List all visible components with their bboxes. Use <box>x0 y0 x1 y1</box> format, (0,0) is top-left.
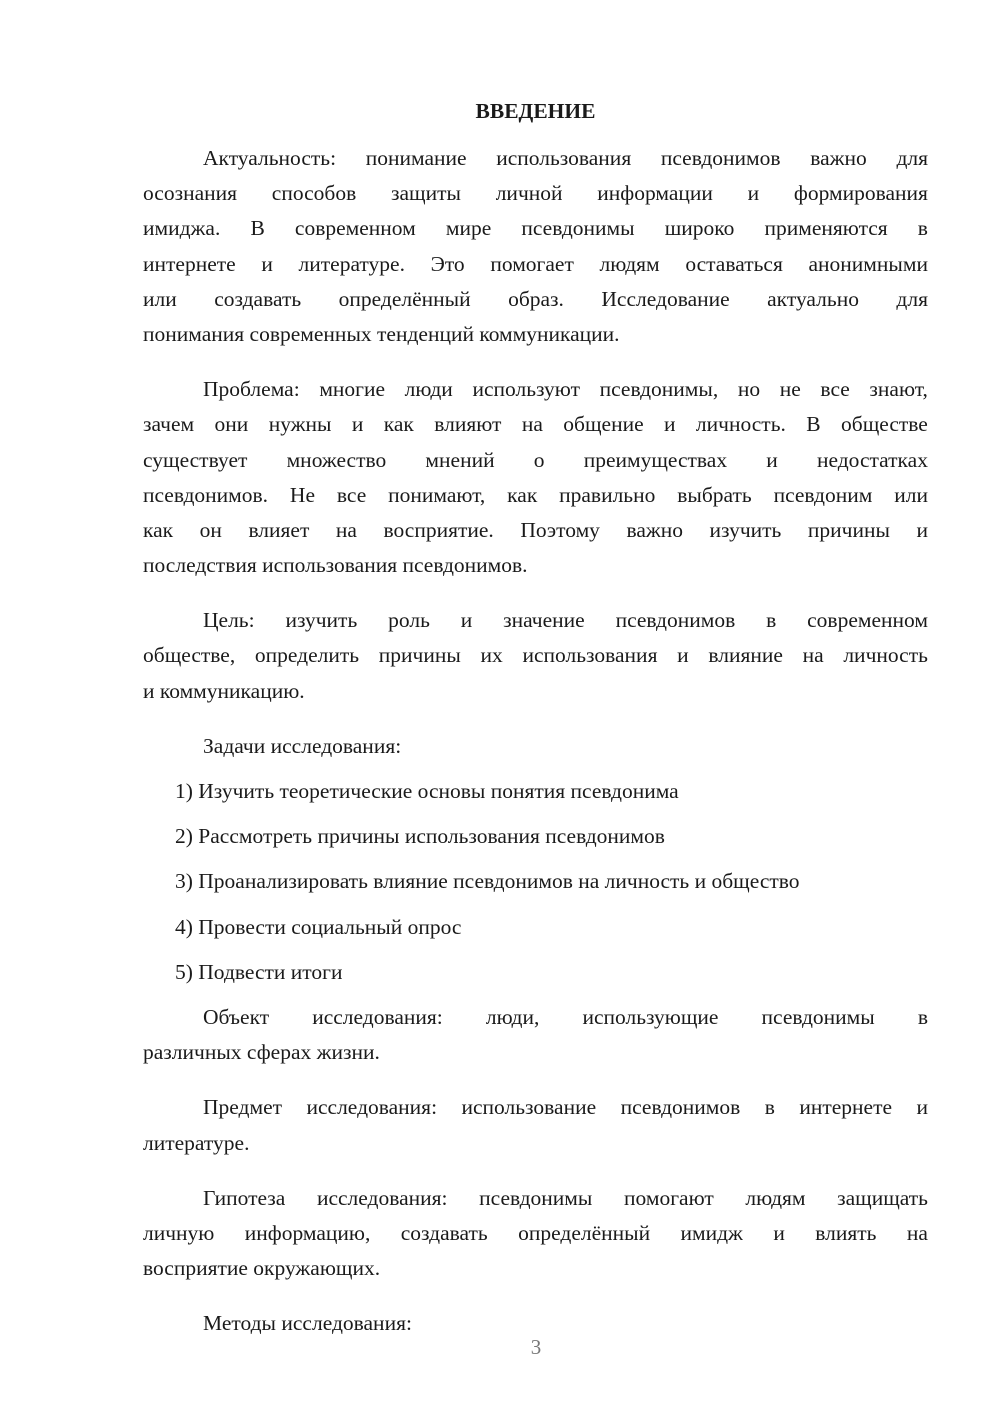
word: псевдонимы <box>761 1004 875 1029</box>
text-line <box>143 1090 928 1125</box>
word: и <box>747 181 760 206</box>
text-line <box>143 478 928 513</box>
word: мнений <box>425 447 495 472</box>
word: формирования <box>793 181 928 206</box>
word: псевдонимов <box>620 1095 741 1120</box>
tasks-list <box>143 774 928 990</box>
word: и <box>664 412 676 437</box>
task-item: 3) Проанализировать влияние псевдонимов на личность и общество <box>175 869 800 894</box>
tasks-heading: Задачи исследования: <box>203 733 402 758</box>
word: влияние <box>708 643 783 668</box>
word: помогает <box>490 251 574 276</box>
word: способов <box>271 181 357 206</box>
word: имидж <box>680 1220 743 1245</box>
text-line <box>143 141 928 176</box>
word: псевдоним <box>773 482 873 507</box>
word: использование <box>461 1095 597 1120</box>
word: причины <box>378 643 461 668</box>
text-line <box>143 176 928 211</box>
word: многие <box>319 377 386 402</box>
paragraph-object <box>143 1000 928 1070</box>
word: информации <box>597 181 713 206</box>
methods-heading: Методы исследования: <box>203 1311 412 1336</box>
word: личную <box>143 1220 215 1245</box>
word: на <box>521 412 543 437</box>
task-item: 4) Провести социальный опрос <box>175 914 462 939</box>
word: имиджа. <box>143 216 221 241</box>
word: Исследование <box>601 286 730 311</box>
word: псевдонимы <box>521 216 635 241</box>
text-line: различных сферах жизни. <box>143 1040 380 1065</box>
word: псевдонимы, <box>599 377 719 402</box>
word: применяются <box>764 216 888 241</box>
word: в <box>764 1095 775 1120</box>
word: исследования: <box>306 1095 438 1120</box>
word: личность <box>843 643 928 668</box>
word: используют <box>472 377 580 402</box>
word: изучить <box>709 517 782 542</box>
word: как <box>507 482 538 507</box>
text-line <box>143 282 928 317</box>
word: и <box>766 447 778 472</box>
word: В <box>250 216 265 241</box>
text-line <box>143 211 928 246</box>
word: обществе <box>841 412 928 437</box>
word: но <box>737 377 761 402</box>
word: их <box>480 643 503 668</box>
section-title <box>143 96 928 126</box>
text-line <box>143 603 928 638</box>
text-line <box>143 443 928 478</box>
word: в <box>766 608 777 633</box>
word: псевдонимы <box>479 1185 593 1210</box>
word: Актуальность: <box>203 146 337 170</box>
task-item: 1) Изучить теоретические основы понятия псевдонима <box>175 779 679 803</box>
word: и <box>916 1095 928 1120</box>
text-line: восприятие окружающих. <box>143 1256 381 1281</box>
word: Проблема: <box>203 377 300 402</box>
word: он <box>199 517 222 542</box>
page-number: 3 <box>530 1335 542 1359</box>
word: помогают <box>624 1185 714 1210</box>
word: исследования: <box>316 1185 448 1210</box>
word: существует <box>143 447 248 472</box>
word: людям <box>745 1185 806 1210</box>
word: влияют <box>434 412 502 437</box>
text-line <box>143 407 928 442</box>
word: определить <box>254 643 360 668</box>
word: или <box>143 286 177 311</box>
word: множество <box>286 447 387 472</box>
word: Не <box>289 482 315 507</box>
word: на <box>906 1220 928 1245</box>
word: в <box>917 1004 928 1029</box>
word: и <box>916 517 928 542</box>
word: личность. <box>695 412 786 437</box>
task-item: 5) Подвести итоги <box>175 959 343 984</box>
word: использования <box>522 643 658 668</box>
word: защиты <box>391 181 461 206</box>
word: людям <box>599 251 660 276</box>
word: важно <box>810 146 867 170</box>
word: как <box>143 517 174 542</box>
word: Цель: <box>203 608 255 633</box>
word: осознания <box>143 181 238 206</box>
word: использующие <box>582 1004 719 1029</box>
text-line <box>143 1216 928 1251</box>
word: причины <box>807 517 890 542</box>
word: выбрать <box>677 482 752 507</box>
title-text: ВВЕДЕНИЕ <box>475 99 596 123</box>
text-line <box>143 638 928 673</box>
word: и <box>773 1220 785 1245</box>
word: определённый <box>338 286 471 311</box>
word: оставаться <box>685 251 783 276</box>
word: Гипотеза <box>203 1185 286 1210</box>
word: актуально <box>767 286 859 311</box>
word: широко <box>664 216 735 241</box>
word: преимуществах <box>583 447 728 472</box>
text-line <box>143 247 928 282</box>
word: о <box>533 447 545 472</box>
word: псевдонимов. <box>143 482 269 507</box>
text-line: понимания современных тенденций коммуникации. <box>143 321 620 346</box>
word: образ. <box>508 286 564 311</box>
word: современном <box>807 608 928 633</box>
paragraph-hypothesis <box>143 1181 928 1287</box>
paragraph-relevance <box>143 141 928 352</box>
word: зачем <box>143 412 195 437</box>
word: интернете <box>799 1095 893 1120</box>
word: они <box>214 412 249 437</box>
text-line: литературе. <box>143 1130 250 1155</box>
paragraph-problem <box>143 372 928 583</box>
word: важно <box>626 517 683 542</box>
word: все <box>336 482 367 507</box>
word: псевдонимов <box>615 608 736 633</box>
word: и <box>351 412 364 437</box>
word: на <box>802 643 824 668</box>
page-content <box>143 96 928 1341</box>
word: в <box>917 216 928 241</box>
word: использования <box>496 146 632 170</box>
word: общение <box>563 412 644 437</box>
word: и <box>460 608 473 633</box>
word: правильно <box>559 482 656 507</box>
word: знают, <box>869 377 928 402</box>
word: влияет <box>248 517 310 542</box>
word: интернете <box>143 251 236 276</box>
word: Объект <box>203 1004 270 1029</box>
word: Предмет <box>203 1095 283 1120</box>
word: современном <box>294 216 416 241</box>
text-line <box>143 1181 928 1216</box>
word: изучить <box>285 608 358 633</box>
word: личной <box>495 181 563 206</box>
word: и <box>677 643 689 668</box>
word: литературе. <box>298 251 405 276</box>
text-line: и коммуникацию. <box>143 678 305 703</box>
word: понимание <box>365 146 467 170</box>
word: создавать <box>214 286 302 311</box>
word: значение <box>503 608 585 633</box>
word: для <box>896 146 928 170</box>
word: Поэтому <box>520 517 600 542</box>
word: и <box>261 251 273 276</box>
word: на <box>335 517 357 542</box>
word: исследования: <box>312 1004 443 1029</box>
paragraph-subject <box>143 1090 928 1160</box>
word: определённый <box>518 1220 651 1245</box>
text-line <box>143 513 928 548</box>
word: люди <box>404 377 453 402</box>
word: роль <box>388 608 430 633</box>
word: или <box>894 482 928 507</box>
word: как <box>383 412 414 437</box>
word: псевдонимов <box>660 146 781 170</box>
word: люди, <box>485 1004 540 1029</box>
word: обществе, <box>143 643 236 668</box>
text-line: последствия использования псевдонимов. <box>143 553 528 578</box>
word: не <box>779 377 801 402</box>
word: недостатках <box>816 447 928 472</box>
text-line <box>143 1000 928 1035</box>
word: Это <box>430 251 465 276</box>
word: влиять <box>815 1220 877 1245</box>
text-line <box>143 372 928 407</box>
word: восприятие. <box>383 517 494 542</box>
word: информацию, <box>244 1220 371 1245</box>
word: понимают, <box>388 482 486 507</box>
word: анонимными <box>808 251 928 276</box>
task-item: 2) Рассмотреть причины использования псевдонимов <box>175 824 665 849</box>
word: для <box>896 286 928 311</box>
word: нужны <box>268 412 332 437</box>
word: создавать <box>400 1220 488 1245</box>
word: В <box>806 412 821 437</box>
word: все <box>820 377 850 402</box>
word: защищать <box>837 1185 928 1210</box>
word: мире <box>445 216 492 241</box>
paragraph-goal <box>143 603 928 709</box>
